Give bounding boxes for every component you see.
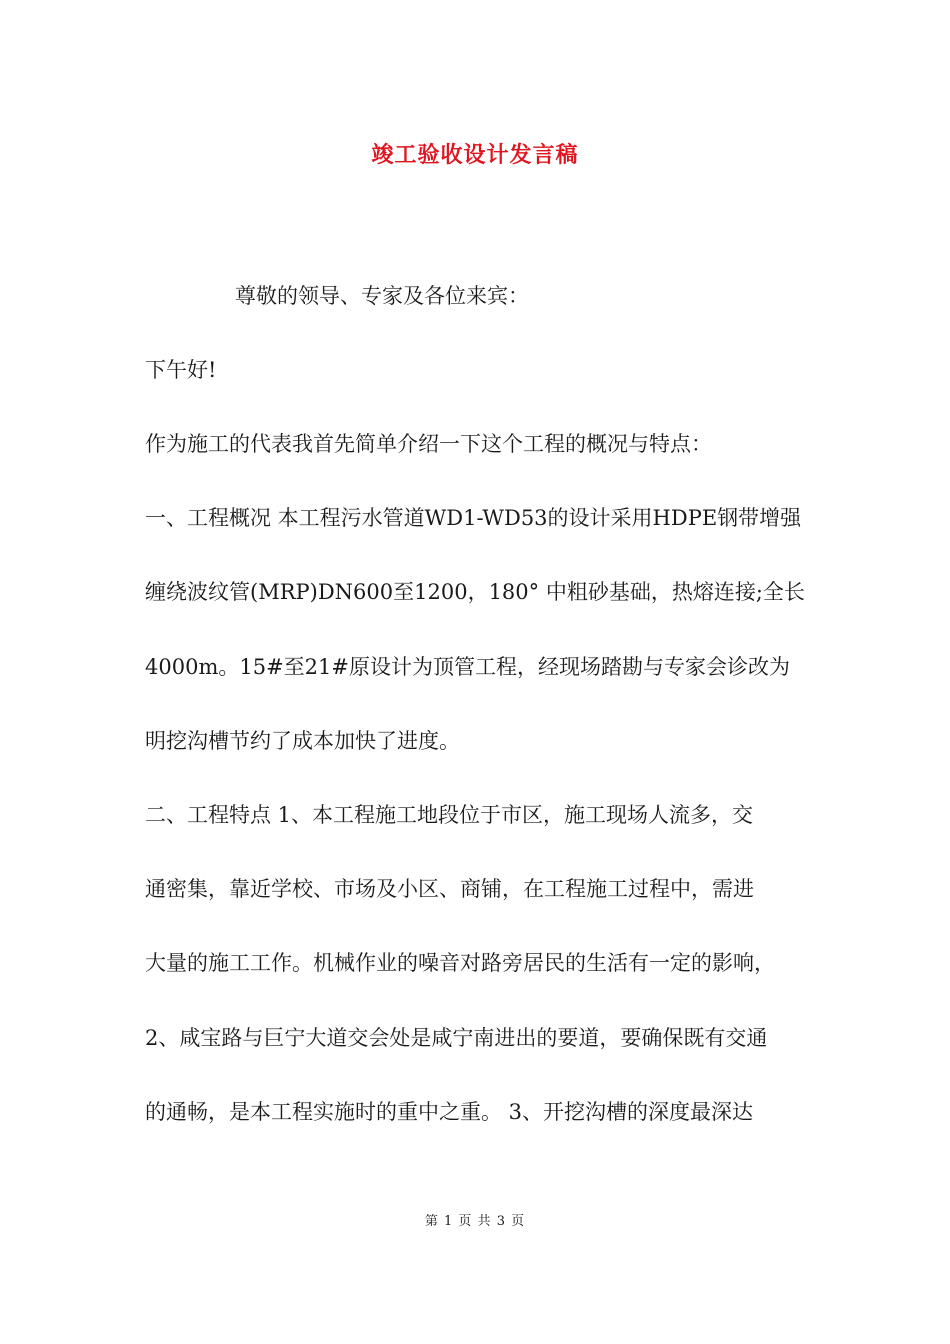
paragraph-line: 2、咸宝路与巨宁大道交会处是咸宁南进出的要道，要确保既有交通	[145, 1026, 768, 1050]
page-number-footer: 第 1 页 共 3 页	[424, 1214, 526, 1229]
paragraph-line: 的通畅，是本工程实施时的重中之重。 3、开挖沟槽的深度最深达	[145, 1100, 754, 1124]
paragraph-line: 明挖沟槽节约了成本加快了进度。	[145, 729, 460, 753]
paragraph-line: 二、工程特点 1、本工程施工地段位于市区，施工现场人流多，交	[145, 803, 754, 827]
paragraph-line: 4000m。15#至21#原设计为顶管工程，经现场踏勘与专家会诊改为	[145, 655, 790, 679]
document-title: 竣工验收设计发言稿	[371, 142, 579, 168]
paragraph-line: 通密集，靠近学校、市场及小区、商铺，在工程施工过程中，需进	[145, 877, 754, 901]
paragraph-line: 作为施工的代表我首先简单介绍一下这个工程的概况与特点：	[145, 432, 712, 456]
paragraph-line: 大量的施工工作。机械作业的噪音对路旁居民的生活有一定的影响，	[145, 951, 775, 975]
greeting-line: 尊敬的领导、专家及各位来宾：	[235, 284, 529, 308]
paragraph-line: 一、工程概况 本工程污水管道WD1-WD53的设计采用HDPE钢带增强	[145, 506, 802, 530]
paragraph-line: 缠绕波纹管(MRP)DN600至1200，180° 中粗砂基础，热熔连接;全长	[145, 580, 805, 604]
paragraph-line: 下午好!	[145, 358, 217, 382]
